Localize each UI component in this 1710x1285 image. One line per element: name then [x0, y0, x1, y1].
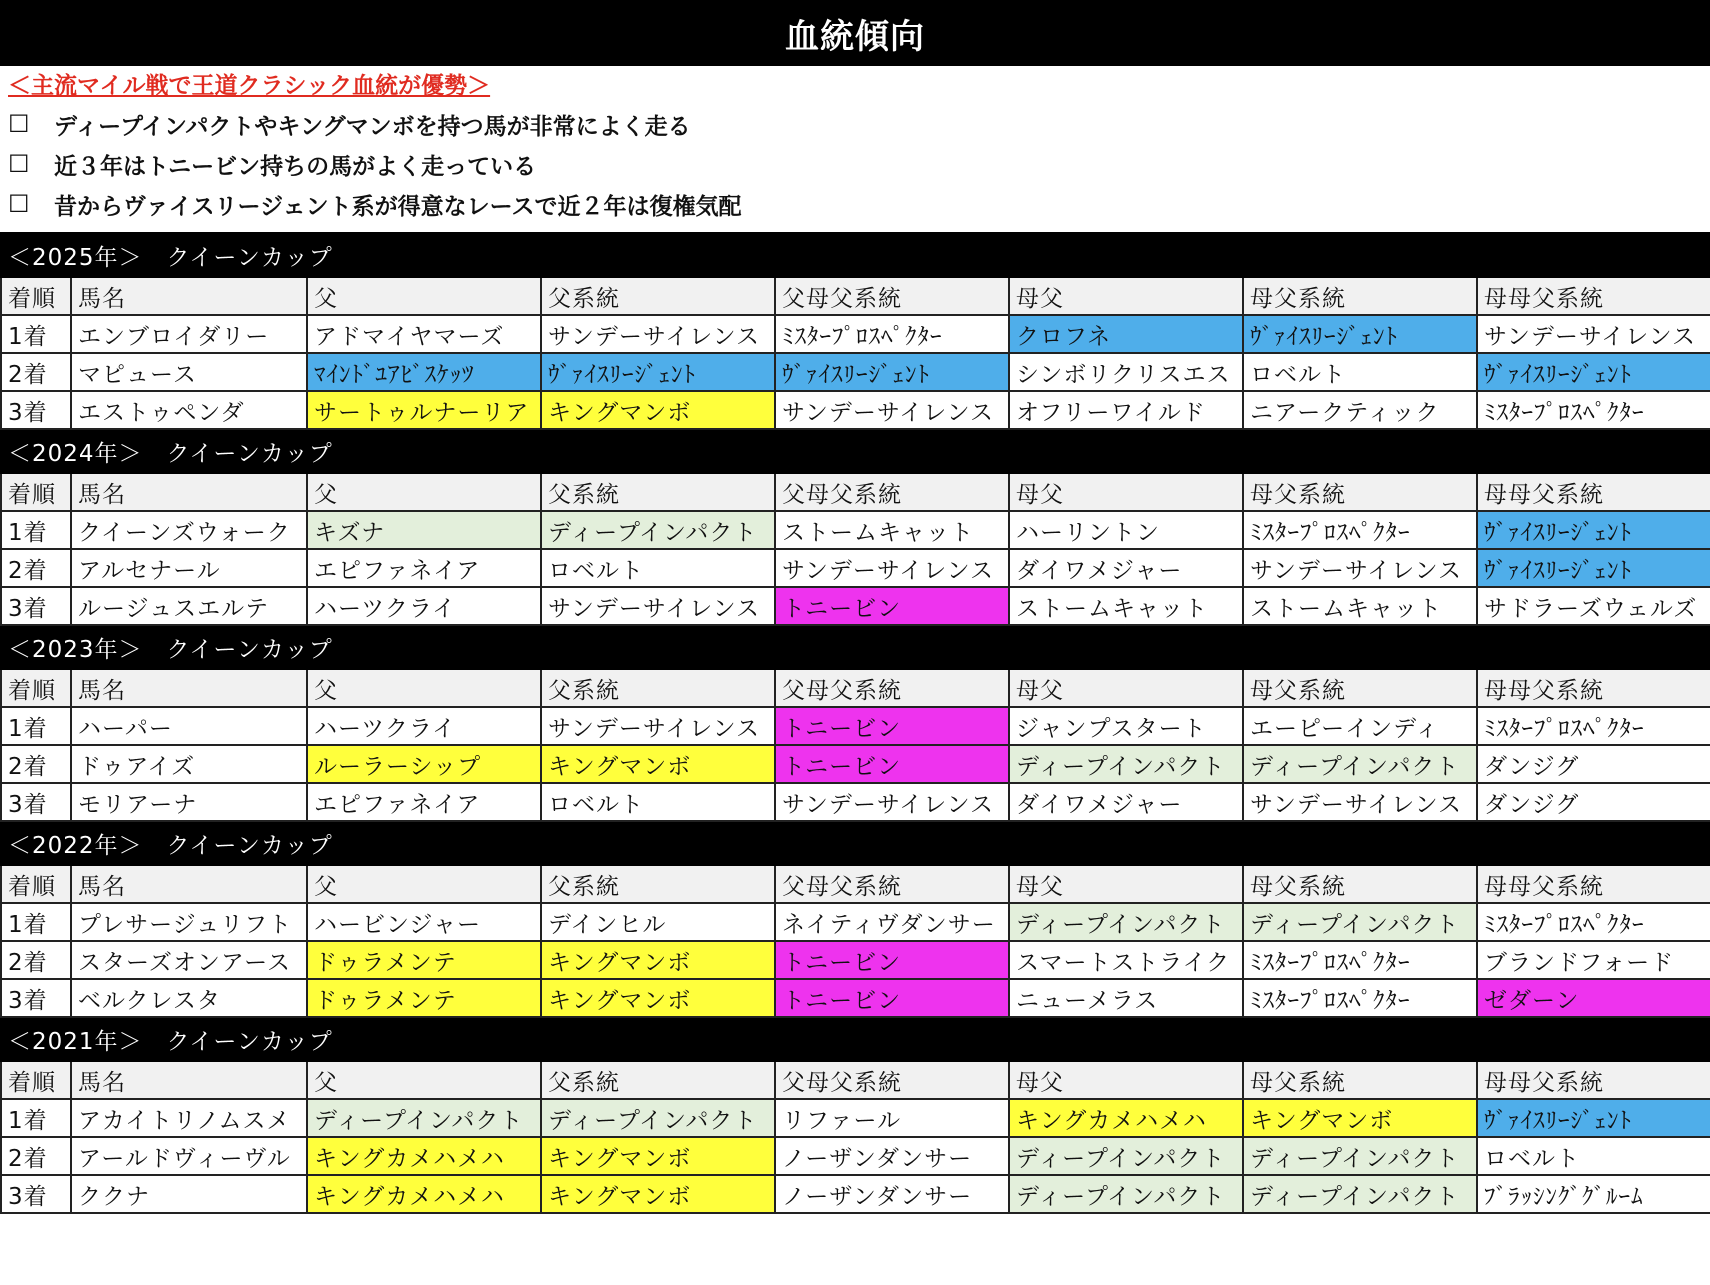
cell-sire-dam-sire-line: ノーザンダンサー: [775, 1137, 1009, 1175]
column-header-row: [1, 669, 1710, 707]
cell-sire-dam-sire-line: サンデーサイレンス: [775, 783, 1009, 821]
column-header-sire-dam-sire-line: 父母父系統: [775, 473, 1009, 511]
column-header-dam-sire-line: 母父系統: [1243, 669, 1477, 707]
cell-dam-sire: クロフネ: [1009, 315, 1243, 353]
cell-sire-line: サンデーサイレンス: [541, 587, 775, 625]
bullet-item: [8, 104, 1710, 144]
cell-sire: キングカメハメハ: [307, 1175, 541, 1213]
table-row: [1, 511, 1710, 549]
cell-sire-line: サンデーサイレンス: [541, 315, 775, 353]
cell-sire-dam-sire-line: ﾐｽﾀｰﾌﾟﾛｽﾍﾟｸﾀｰ: [775, 315, 1009, 353]
cell-dam-sire: ディープインパクト: [1009, 1175, 1243, 1213]
cell-sire-line: ロベルト: [541, 549, 775, 587]
bullet-text: ディープインパクトやキングマンボを持つ馬が非常によく走る: [54, 113, 691, 140]
cell-dam-sire-line: ディープインパクト: [1243, 1175, 1477, 1213]
cell-horse: スターズオンアース: [71, 941, 307, 979]
column-header-dam-sire-line: 母父系統: [1243, 277, 1477, 315]
column-header-dam-sire: 母父: [1009, 277, 1243, 315]
column-header-dam-dam-sire-line: 母母父系統: [1477, 865, 1710, 903]
cell-sire-dam-sire-line: ノーザンダンサー: [775, 1175, 1009, 1213]
cell-dam-sire: オフリーワイルド: [1009, 391, 1243, 429]
cell-sire-dam-sire-line: トニービン: [775, 745, 1009, 783]
cell-rank: 1着: [1, 903, 71, 941]
cell-dam-dam-sire-line: ロベルト: [1477, 1137, 1710, 1175]
column-header-horse: 馬名: [71, 669, 307, 707]
cell-rank: 2着: [1, 353, 71, 391]
column-header-dam-sire: 母父: [1009, 865, 1243, 903]
summary-block: [0, 66, 1710, 232]
cell-dam-dam-sire-line: ｳﾞｧｲｽﾘｰｼﾞｪﾝﾄ: [1477, 511, 1710, 549]
cell-horse: プレサージュリフト: [71, 903, 307, 941]
column-header-rank: 着順: [1, 865, 71, 903]
cell-dam-dam-sire-line: ダンジグ: [1477, 745, 1710, 783]
cell-dam-sire: ディープインパクト: [1009, 1137, 1243, 1175]
bullet-item: [8, 144, 1710, 184]
checkbox-icon: ☐: [8, 190, 30, 218]
cell-horse: アルセナール: [71, 549, 307, 587]
cell-rank: 1着: [1, 315, 71, 353]
table-row: [1, 1175, 1710, 1213]
cell-rank: 2着: [1, 941, 71, 979]
sheet-title: 血統傾向: [0, 0, 1710, 66]
column-header-sire-line: 父系統: [541, 865, 775, 903]
cell-dam-sire-line: ロベルト: [1243, 353, 1477, 391]
year-race-label: ＜2025年＞ クイーンカップ: [1, 233, 1710, 277]
column-header-horse: 馬名: [71, 865, 307, 903]
checkbox-icon: ☐: [8, 110, 30, 138]
cell-dam-sire-line: ニアークティック: [1243, 391, 1477, 429]
cell-dam-sire: シンボリクリスエス: [1009, 353, 1243, 391]
column-header-sire-dam-sire-line: 父母父系統: [775, 1061, 1009, 1099]
cell-sire-dam-sire-line: トニービン: [775, 587, 1009, 625]
table-row: [1, 587, 1710, 625]
column-header-dam-dam-sire-line: 母母父系統: [1477, 277, 1710, 315]
table-row: [1, 1137, 1710, 1175]
cell-dam-sire: キングカメハメハ: [1009, 1099, 1243, 1137]
column-header-dam-dam-sire-line: 母母父系統: [1477, 473, 1710, 511]
cell-horse: エンブロイダリー: [71, 315, 307, 353]
cell-sire-dam-sire-line: サンデーサイレンス: [775, 391, 1009, 429]
column-header-sire-dam-sire-line: 父母父系統: [775, 865, 1009, 903]
column-header-sire-line: 父系統: [541, 1061, 775, 1099]
cell-dam-sire-line: キングマンボ: [1243, 1099, 1477, 1137]
cell-dam-dam-sire-line: ﾐｽﾀｰﾌﾟﾛｽﾍﾟｸﾀｰ: [1477, 903, 1710, 941]
column-header-rank: 着順: [1, 669, 71, 707]
cell-dam-sire-line: ﾐｽﾀｰﾌﾟﾛｽﾍﾟｸﾀｰ: [1243, 511, 1477, 549]
cell-dam-dam-sire-line: ｳﾞｧｲｽﾘｰｼﾞｪﾝﾄ: [1477, 549, 1710, 587]
year-section-header: [1, 233, 1710, 277]
table-row: [1, 979, 1710, 1017]
cell-sire-dam-sire-line: リファール: [775, 1099, 1009, 1137]
cell-sire: アドマイヤマーズ: [307, 315, 541, 353]
cell-dam-sire-line: サンデーサイレンス: [1243, 549, 1477, 587]
column-header-sire-line: 父系統: [541, 473, 775, 511]
cell-rank: 2着: [1, 745, 71, 783]
cell-rank: 1着: [1, 511, 71, 549]
column-header-dam-sire-line: 母父系統: [1243, 865, 1477, 903]
cell-sire-line: キングマンボ: [541, 979, 775, 1017]
bullet-text: 近３年はトニービン持ちの馬がよく走っている: [54, 153, 537, 180]
year-race-label: ＜2023年＞ クイーンカップ: [1, 625, 1710, 669]
headline: ＜主流マイル戦で王道クラシック血統が優勢＞: [8, 73, 491, 99]
cell-sire: ドゥラメンテ: [307, 979, 541, 1017]
table-row: [1, 707, 1710, 745]
cell-dam-sire-line: ﾐｽﾀｰﾌﾟﾛｽﾍﾟｸﾀｰ: [1243, 979, 1477, 1017]
cell-sire: エピファネイア: [307, 549, 541, 587]
cell-rank: 2着: [1, 549, 71, 587]
cell-rank: 1着: [1, 707, 71, 745]
table-row: [1, 745, 1710, 783]
column-header-horse: 馬名: [71, 277, 307, 315]
column-header-row: [1, 473, 1710, 511]
cell-dam-dam-sire-line: ﾐｽﾀｰﾌﾟﾛｽﾍﾟｸﾀｰ: [1477, 707, 1710, 745]
cell-dam-dam-sire-line: サンデーサイレンス: [1477, 315, 1710, 353]
table-row: [1, 941, 1710, 979]
column-header-dam-dam-sire-line: 母母父系統: [1477, 669, 1710, 707]
cell-dam-sire: ディープインパクト: [1009, 903, 1243, 941]
cell-sire-line: キングマンボ: [541, 745, 775, 783]
column-header-sire: 父: [307, 669, 541, 707]
cell-horse: ハーパー: [71, 707, 307, 745]
cell-sire: エピファネイア: [307, 783, 541, 821]
column-header-dam-sire: 母父: [1009, 473, 1243, 511]
year-section-header: [1, 821, 1710, 865]
cell-rank: 3着: [1, 587, 71, 625]
column-header-sire: 父: [307, 473, 541, 511]
cell-dam-sire: ハーリントン: [1009, 511, 1243, 549]
cell-rank: 3着: [1, 979, 71, 1017]
column-header-sire-dam-sire-line: 父母父系統: [775, 277, 1009, 315]
column-header-horse: 馬名: [71, 1061, 307, 1099]
year-race-label: ＜2021年＞ クイーンカップ: [1, 1017, 1710, 1061]
cell-horse: アカイトリノムスメ: [71, 1099, 307, 1137]
cell-dam-sire-line: ストームキャット: [1243, 587, 1477, 625]
cell-dam-dam-sire-line: ブランドフォード: [1477, 941, 1710, 979]
checkbox-icon: ☐: [8, 150, 30, 178]
cell-sire: ﾏｲﾝﾄﾞﾕｱﾋﾞｽｹｯﾂ: [307, 353, 541, 391]
column-header-dam-sire-line: 母父系統: [1243, 1061, 1477, 1099]
table-row: [1, 783, 1710, 821]
table-row: [1, 549, 1710, 587]
cell-sire: ハービンジャー: [307, 903, 541, 941]
cell-sire-line: ディープインパクト: [541, 511, 775, 549]
year-race-label: ＜2024年＞ クイーンカップ: [1, 429, 1710, 473]
cell-sire: サートゥルナーリア: [307, 391, 541, 429]
cell-sire: ディープインパクト: [307, 1099, 541, 1137]
bloodline-table: [0, 232, 1710, 1214]
cell-dam-dam-sire-line: ﾐｽﾀｰﾌﾟﾛｽﾍﾟｸﾀｰ: [1477, 391, 1710, 429]
cell-sire: ドゥラメンテ: [307, 941, 541, 979]
column-header-row: [1, 277, 1710, 315]
cell-sire: キズナ: [307, 511, 541, 549]
column-header-dam-sire: 母父: [1009, 1061, 1243, 1099]
cell-dam-sire: ニューメラス: [1009, 979, 1243, 1017]
column-header-dam-dam-sire-line: 母母父系統: [1477, 1061, 1710, 1099]
cell-dam-sire: ダイワメジャー: [1009, 783, 1243, 821]
cell-sire-dam-sire-line: ネイティヴダンサー: [775, 903, 1009, 941]
column-header-row: [1, 865, 1710, 903]
cell-sire-dam-sire-line: ストームキャット: [775, 511, 1009, 549]
cell-sire-line: ディープインパクト: [541, 1099, 775, 1137]
year-section-header: [1, 625, 1710, 669]
cell-rank: 3着: [1, 391, 71, 429]
table-row: [1, 353, 1710, 391]
cell-dam-sire-line: ﾐｽﾀｰﾌﾟﾛｽﾍﾟｸﾀｰ: [1243, 941, 1477, 979]
cell-sire: ハーツクライ: [307, 587, 541, 625]
table-row: [1, 315, 1710, 353]
cell-dam-sire: ジャンプスタート: [1009, 707, 1243, 745]
cell-horse: ルージュスエルテ: [71, 587, 307, 625]
year-section-header: [1, 1017, 1710, 1061]
cell-horse: マピュース: [71, 353, 307, 391]
column-header-sire: 父: [307, 865, 541, 903]
cell-dam-sire-line: エーピーインディ: [1243, 707, 1477, 745]
cell-dam-sire-line: ディープインパクト: [1243, 1137, 1477, 1175]
cell-rank: 2着: [1, 1137, 71, 1175]
cell-sire-line: サンデーサイレンス: [541, 707, 775, 745]
column-header-horse: 馬名: [71, 473, 307, 511]
cell-horse: アールドヴィーヴル: [71, 1137, 307, 1175]
column-header-sire: 父: [307, 1061, 541, 1099]
cell-sire-dam-sire-line: トニービン: [775, 979, 1009, 1017]
cell-horse: ククナ: [71, 1175, 307, 1213]
cell-sire-line: キングマンボ: [541, 391, 775, 429]
cell-sire-line: ｳﾞｧｲｽﾘｰｼﾞｪﾝﾄ: [541, 353, 775, 391]
column-header-rank: 着順: [1, 473, 71, 511]
cell-sire-line: キングマンボ: [541, 1137, 775, 1175]
cell-dam-sire: ストームキャット: [1009, 587, 1243, 625]
cell-sire: ハーツクライ: [307, 707, 541, 745]
cell-dam-sire-line: ｳﾞｧｲｽﾘｰｼﾞｪﾝﾄ: [1243, 315, 1477, 353]
column-header-sire-line: 父系統: [541, 277, 775, 315]
cell-sire-dam-sire-line: トニービン: [775, 941, 1009, 979]
cell-sire-line: デインヒル: [541, 903, 775, 941]
cell-sire-line: ロベルト: [541, 783, 775, 821]
column-header-sire-line: 父系統: [541, 669, 775, 707]
year-section-header: [1, 429, 1710, 473]
cell-sire-dam-sire-line: トニービン: [775, 707, 1009, 745]
cell-dam-sire-line: ディープインパクト: [1243, 903, 1477, 941]
cell-sire-dam-sire-line: ｳﾞｧｲｽﾘｰｼﾞｪﾝﾄ: [775, 353, 1009, 391]
cell-horse: ドゥアイズ: [71, 745, 307, 783]
cell-dam-dam-sire-line: ゼダーン: [1477, 979, 1710, 1017]
bullet-item: [8, 184, 1710, 224]
cell-dam-sire: ダイワメジャー: [1009, 549, 1243, 587]
cell-sire: キングカメハメハ: [307, 1137, 541, 1175]
table-row: [1, 391, 1710, 429]
column-header-row: [1, 1061, 1710, 1099]
table-row: [1, 903, 1710, 941]
cell-dam-sire: ディープインパクト: [1009, 745, 1243, 783]
cell-dam-sire: スマートストライク: [1009, 941, 1243, 979]
cell-rank: 3着: [1, 1175, 71, 1213]
cell-sire: ルーラーシップ: [307, 745, 541, 783]
cell-horse: モリアーナ: [71, 783, 307, 821]
column-header-rank: 着順: [1, 277, 71, 315]
column-header-rank: 着順: [1, 1061, 71, 1099]
cell-dam-dam-sire-line: ｳﾞｧｲｽﾘｰｼﾞｪﾝﾄ: [1477, 1099, 1710, 1137]
cell-dam-sire-line: ディープインパクト: [1243, 745, 1477, 783]
cell-rank: 3着: [1, 783, 71, 821]
cell-horse: ベルクレスタ: [71, 979, 307, 1017]
cell-sire-dam-sire-line: サンデーサイレンス: [775, 549, 1009, 587]
cell-dam-dam-sire-line: ﾌﾞﾗｯｼﾝｸﾞｸﾞﾙｰﾑ: [1477, 1175, 1710, 1213]
bullet-text: 昔からヴァイスリージェント系が得意なレースで近２年は復権気配: [54, 193, 742, 220]
cell-sire-line: キングマンボ: [541, 941, 775, 979]
year-race-label: ＜2022年＞ クイーンカップ: [1, 821, 1710, 865]
cell-dam-dam-sire-line: ダンジグ: [1477, 783, 1710, 821]
table-row: [1, 1099, 1710, 1137]
cell-horse: エストゥペンダ: [71, 391, 307, 429]
cell-sire-line: キングマンボ: [541, 1175, 775, 1213]
column-header-dam-sire: 母父: [1009, 669, 1243, 707]
column-header-sire: 父: [307, 277, 541, 315]
column-header-dam-sire-line: 母父系統: [1243, 473, 1477, 511]
column-header-sire-dam-sire-line: 父母父系統: [775, 669, 1009, 707]
cell-rank: 1着: [1, 1099, 71, 1137]
cell-horse: クイーンズウォーク: [71, 511, 307, 549]
cell-dam-dam-sire-line: サドラーズウェルズ: [1477, 587, 1710, 625]
cell-dam-dam-sire-line: ｳﾞｧｲｽﾘｰｼﾞｪﾝﾄ: [1477, 353, 1710, 391]
cell-dam-sire-line: サンデーサイレンス: [1243, 783, 1477, 821]
